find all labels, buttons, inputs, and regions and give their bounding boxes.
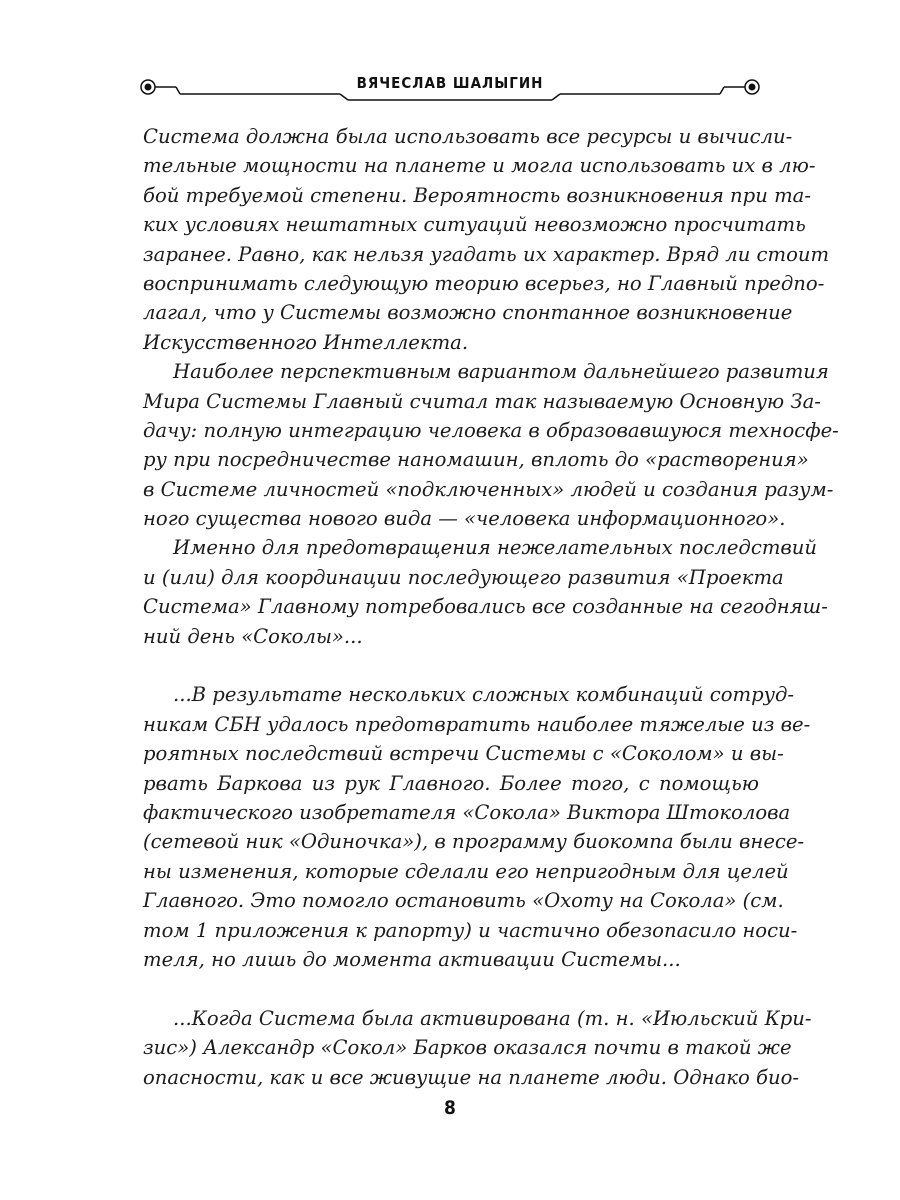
text-line: опасности, как и все живущие на планете люди. Однако био- [143,1065,799,1089]
section-break [143,974,759,1003]
paragraph [143,122,830,357]
text-line: никам СБН удалось предотвратить наиболее тяжелые из ве- [143,712,811,736]
text-line: лагал, что у Системы возможно спонтанное возникновение [143,301,793,325]
text-line: ...Когда Система была активирована (т. н. «Июльский Кри- [173,1006,812,1030]
text-line: заранее. Равно, как нельзя угадать их характер. Вряд ли стоит [143,242,830,266]
text-line: воспринимать следующую теорию всерьез, но Главный предпо- [143,271,825,295]
text-line: тельные мощности на планете и могла использовать их в лю- [143,154,816,178]
text-line: ...В результате нескольких сложных комбинаций сотруд- [173,683,795,707]
page-number: 8 [444,1097,456,1119]
body-text [143,122,839,1092]
text-line: Система должна была использовать все ресурсы и вычисли- [143,125,793,148]
text-line: ний день «Соколы»... [143,624,363,648]
text-line: Именно для предотвращения нежелательных последствий [173,536,818,560]
text-line: рвать Баркова из рук Главного. Более того, с помощью [143,771,759,795]
text-line: в Системе личностей «подключенных» людей и создания разум- [143,477,834,501]
text-line: теля, но лишь до момента активации Системы... [143,947,681,971]
text-line: ного существа нового вида — «человека информационного». [143,507,786,531]
text-line: Наиболее перспективным вариантом дальнейшего развития [173,360,829,384]
text-line: ны изменения, которые сделали его непригодным для целей [143,859,789,883]
text-line: Искусственного Интеллекта. [143,330,469,354]
text-line: Главного. Это помогло остановить «Охоту на Сокола» (см. [143,889,784,913]
paragraph [143,533,828,651]
running-header [140,68,760,108]
text-line: дачу: полную интеграцию человека в образовавшуюся техносфе- [143,418,839,442]
text-line: роятных последствий встречи Системы с «Соколом» и вы- [143,742,784,766]
paragraph [143,357,839,533]
text-line: Система» Главному потребовались все созданные на сегодняш- [143,595,828,619]
text-line: бой требуемой степени. Вероятность возникновения при та- [143,183,811,207]
author-name: ВЯЧЕСЛАВ ШАЛЫГИН [356,74,544,92]
section-break [143,651,759,680]
text-line: Мира Системы Главный считал так называемую Основную За- [143,389,821,413]
text-line: (сетевой ник «Одиночка»), в программу биокомпа были внесе- [143,830,805,854]
paragraph [143,680,811,974]
text-line: фактического изобретателя «Сокола» Виктора Штоколова [143,800,791,824]
text-line: том 1 приложения к рапорту) и частично обезопасило носи- [143,918,798,942]
paragraph [143,1004,812,1092]
text-line: ких условиях нештатных ситуаций невозможно просчитать [143,213,806,237]
text-line: зис») Александр «Сокол» Барков оказался почти в такой же [143,1036,792,1060]
text-line: ру при посредничестве наномашин, вплоть до «растворения» [143,448,809,472]
text-line: и (или) для координации последующего развития «Проекта [143,565,784,589]
